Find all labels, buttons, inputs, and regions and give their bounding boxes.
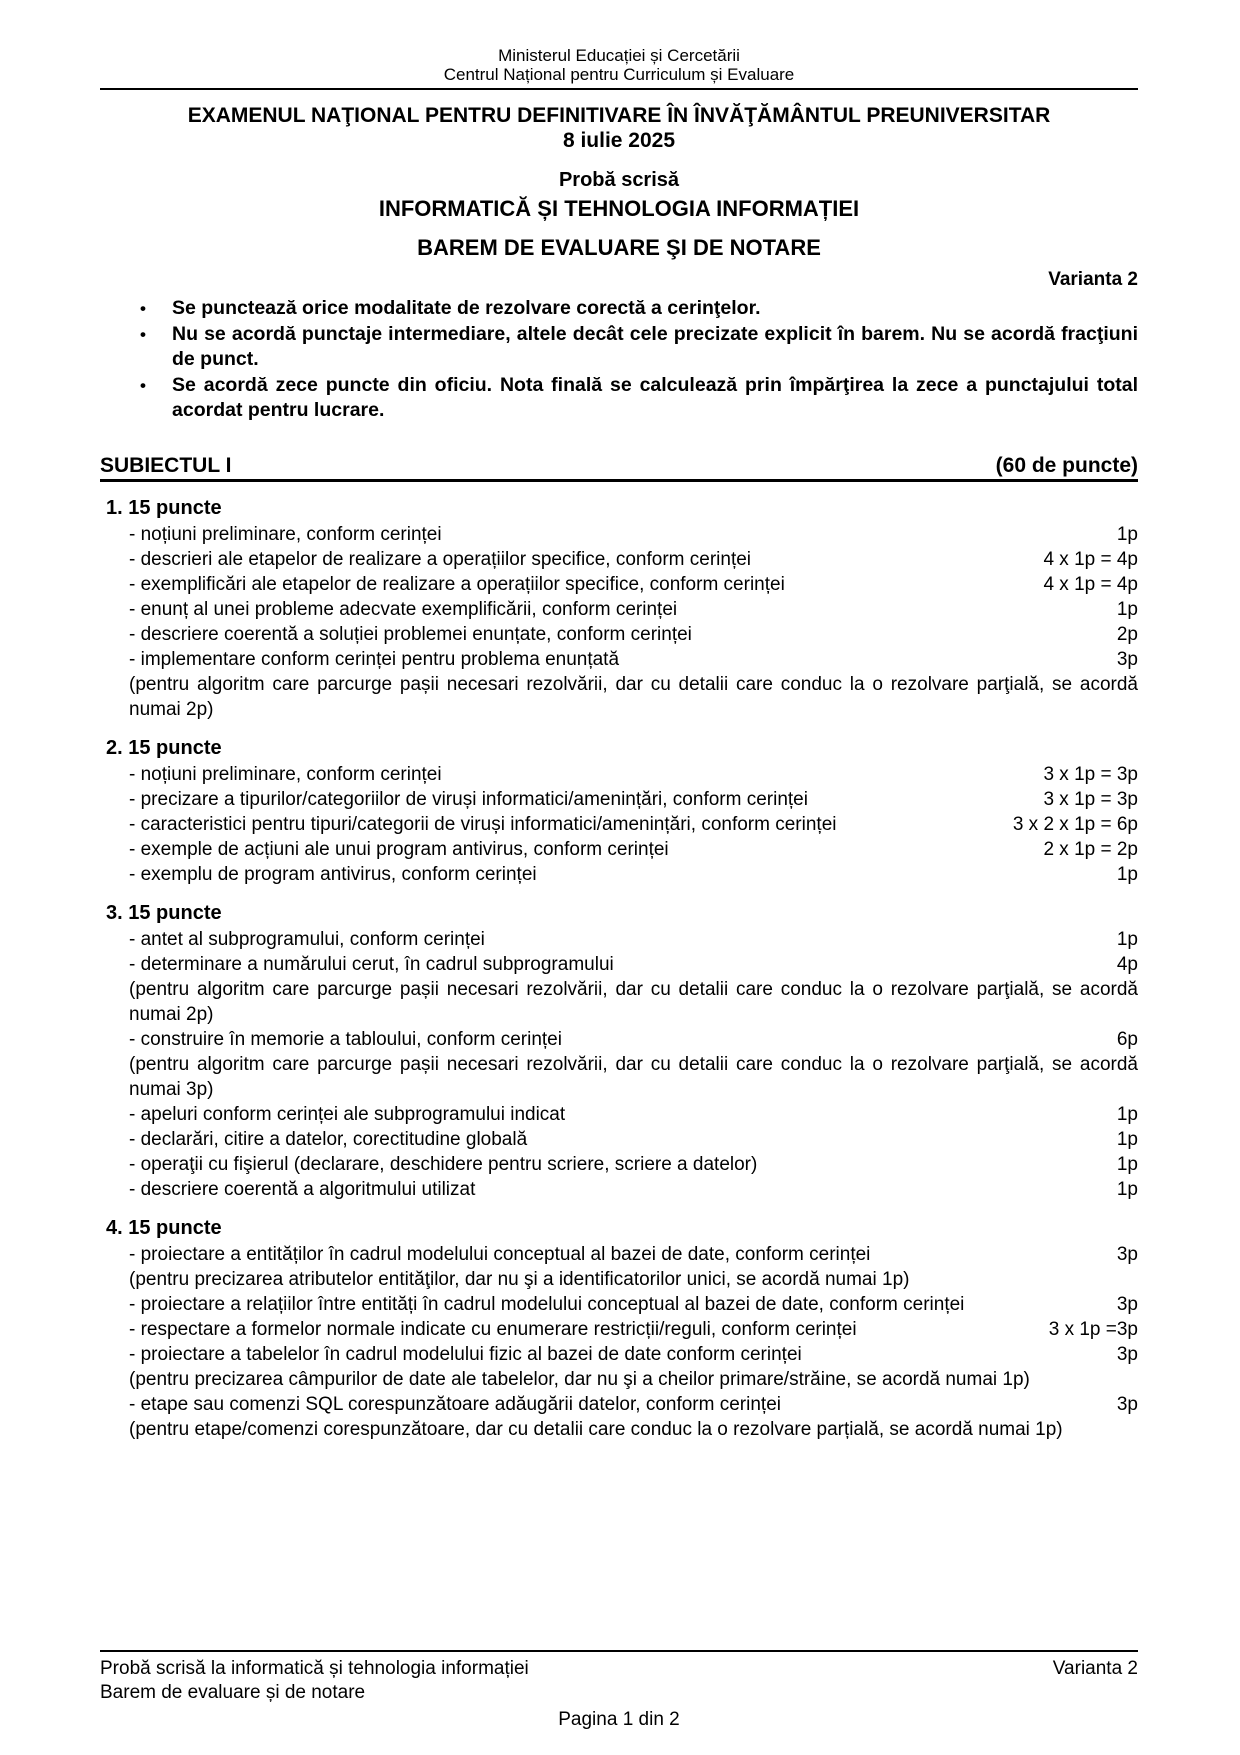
rubric-item: [100, 547, 1138, 572]
subject-title: SUBIECTUL I: [100, 453, 232, 477]
rubric-item-score: 3p: [1116, 1293, 1138, 1315]
rubric-item: [100, 1292, 1138, 1317]
subject-name: INFORMATICĂ ȘI TEHNOLOGIA INFORMAȚIEI: [378, 196, 860, 221]
rubric-item-text: - noțiuni preliminare, conform cerinței: [129, 763, 442, 785]
subject-header: [100, 453, 1138, 482]
rubric-item-text: - antet al subprogramului, conform cerinței: [129, 928, 485, 950]
rubric-item-score: 1p: [1116, 1178, 1138, 1200]
org-line-1: Ministerul Educației și Cercetării: [498, 46, 740, 65]
rubric-item: [100, 1342, 1138, 1367]
subject-points: (60 de puncte): [995, 453, 1138, 477]
rubric-item: [100, 647, 1138, 672]
rubric-item-score: 2 x 1p = 2p: [1043, 838, 1138, 860]
rubric-item-score: 3p: [1116, 1343, 1138, 1365]
rubric-item-text: - proiectare a tabelelor în cadrul modelului fizic al bazei de date conform cerinței: [129, 1343, 802, 1365]
rubric-note: (pentru algoritm care parcurge pașii necesari rezolvării, dar cu detalii care conduc la o rezolvare parţială, se acordă numai 2p): [129, 673, 1138, 720]
exam-title: EXAMENUL NAŢIONAL PENTRU DEFINITIVARE ÎN ÎNVĂŢĂMÂNTUL PREUNIVERSITAR: [187, 104, 1051, 127]
rubric-item-text: - descrieri ale etapelor de realizare a operațiilor specifice, conform cerinței: [129, 548, 752, 570]
rubric-item: [100, 1127, 1138, 1152]
rubric-item-text: - exemplu de program antivirus, conform cerinței: [129, 863, 537, 885]
rubric-item-text: - determinare a numărului cerut, în cadrul subprogramului: [129, 953, 614, 975]
rubric-item: [100, 622, 1138, 647]
rubric-item-text: - implementare conform cerinței pentru problema enunțată: [129, 648, 620, 670]
section-heading: 1. 15 puncte: [106, 496, 222, 519]
rubric-item-text: - proiectare a entităților în cadrul modelului conceptual al bazei de date, conform cerinței: [129, 1243, 871, 1265]
rubric-item-score: 3 x 1p =3p: [1048, 1318, 1138, 1340]
rubric-item: [100, 1317, 1138, 1342]
barem-title: BAREM DE EVALUARE ŞI DE NOTARE: [417, 235, 821, 260]
bullet-icon: •: [140, 375, 146, 395]
rubric-item: [100, 812, 1138, 837]
rubric-item-score: 3p: [1116, 1393, 1138, 1415]
rubric-item-text: - exemplificări ale etapelor de realizare a operațiilor specifice, conform cerinței: [129, 573, 785, 595]
rubric-item-score: 6p: [1116, 1028, 1138, 1050]
rubric-item-text: - noțiuni preliminare, conform cerinței: [129, 523, 442, 545]
section-heading: 4. 15 puncte: [106, 1216, 222, 1239]
rubric-item-text: - proiectare a relațiilor între entități în cadrul modelului conceptual al bazei de date, conform cerinței: [129, 1293, 965, 1315]
rubric-item-score: 1p: [1116, 863, 1138, 885]
rule-item: [100, 296, 1138, 322]
rubric-note: (pentru etape/comenzi corespunzătoare, dar cu detalii care conduc la o rezolvare parțială, se acordă numai 1p): [129, 1418, 1063, 1440]
rubric-item: [100, 762, 1138, 787]
section-heading: 2. 15 puncte: [106, 736, 222, 759]
bullet-icon: •: [140, 324, 146, 344]
rubric-item: [100, 597, 1138, 622]
rubric-item: [100, 787, 1138, 812]
rule-text: Nu se acordă punctaje intermediare, altele decât cele precizate explicit în barem. Nu se acordă fracţiuni de punct.: [172, 322, 1138, 370]
rubric-item: [100, 1102, 1138, 1127]
footer-proba: Probă scrisă la informatică și tehnologia informației: [100, 1658, 529, 1679]
rubric-item-text: - caracteristici pentru tipuri/categorii de viruși informatici/amenințări, conform cerinței: [129, 813, 837, 835]
rubric-item-text: - declarări, citire a datelor, corectitudine globală: [129, 1128, 528, 1150]
rubric-section: [100, 736, 1138, 887]
section-rows: [100, 1242, 1138, 1442]
rubric-item-text: - construire în memorie a tabloului, conform cerinței: [129, 1028, 562, 1050]
rubric-item-score: 3p: [1116, 1243, 1138, 1265]
rule-item: [100, 373, 1138, 424]
rubric-note: (pentru algoritm care parcurge pașii necesari rezolvării, dar cu detalii care conduc la o rezolvare parţială, se acordă numai 2p): [129, 978, 1138, 1025]
section-heading: 3. 15 puncte: [106, 901, 222, 924]
rubric-item-text: - enunț al unei probleme adecvate exemplificării, conform cerinței: [129, 598, 678, 620]
rubric-item-score: 4 x 1p = 4p: [1043, 548, 1138, 570]
rubric-item-score: 1p: [1116, 1128, 1138, 1150]
header-org: [100, 46, 1138, 90]
rubric-item-score: 1p: [1116, 523, 1138, 545]
rubric-note: (pentru precizarea atributelor entităţilor, dar nu şi a identificatorilor unici, se acordă numai 1p): [129, 1268, 910, 1290]
rubric-item-score: 3 x 1p = 3p: [1043, 788, 1138, 810]
rubric-item: [100, 927, 1138, 952]
rubric-item-score: 4p: [1116, 953, 1138, 975]
rubric-section: [100, 1216, 1138, 1442]
footer-page-number: Pagina 1 din 2: [558, 1709, 680, 1730]
section-rows: [100, 927, 1138, 1202]
proba-label: Probă scrisă: [558, 169, 680, 191]
rubric-item-text: - respectare a formelor normale indicate cu enumerare restricții/reguli, conform cerinței: [129, 1318, 857, 1340]
footer-line-1: [100, 1657, 1138, 1681]
section-rows: [100, 522, 1138, 722]
rubric-item: [100, 1177, 1138, 1202]
title-block: [100, 103, 1138, 261]
footer: [100, 1650, 1138, 1732]
rubric-item-score: 3 x 1p = 3p: [1043, 763, 1138, 785]
rule-text: Se punctează orice modalitate de rezolvare corectă a cerinţelor.: [172, 297, 761, 319]
rubric-section: [100, 496, 1138, 722]
rubric-item-score: 1p: [1116, 598, 1138, 620]
rule-item: [100, 322, 1138, 373]
rubric-item-text: - exemple de acțiuni ale unui program antivirus, conform cerinței: [129, 838, 669, 860]
footer-barem: Barem de evaluare și de notare: [100, 1682, 366, 1703]
rubric-item-text: - descriere coerentă a soluției problemei enunțate, conform cerinței: [129, 623, 692, 645]
rubric-item-score: 1p: [1116, 1153, 1138, 1175]
bullet-icon: •: [140, 299, 146, 318]
rubric-item: [100, 837, 1138, 862]
rubric-item-score: 3 x 2 x 1p = 6p: [1012, 813, 1138, 835]
rubric-item: [100, 862, 1138, 887]
rubric-item-score: 3p: [1116, 648, 1138, 670]
rubric-section: [100, 901, 1138, 1202]
rubric-item-text: - descriere coerentă a algoritmului utilizat: [129, 1178, 476, 1200]
rubric-item-score: 1p: [1116, 1103, 1138, 1125]
rubric-note: (pentru precizarea câmpurilor de date ale tabelelor, dar nu şi a cheilor primare/străine, se acordă numai 1p): [129, 1368, 1030, 1390]
rubric-item-text: - precizare a tipurilor/categoriilor de viruși informatici/amenințări, conform cerinței: [129, 788, 808, 810]
rubric-item: [100, 522, 1138, 547]
section-rows: [100, 762, 1138, 887]
exam-date: 8 iulie 2025: [562, 129, 676, 152]
rubric-item-score: 1p: [1116, 928, 1138, 950]
org-line-2: Centrul Național pentru Curriculum și Evaluare: [443, 65, 795, 84]
rubric-item-text: - apeluri conform cerinței ale subprogramului indicat: [129, 1103, 566, 1125]
rubric-item-score: 4 x 1p = 4p: [1043, 573, 1138, 595]
rubric-item-score: 2p: [1116, 623, 1138, 645]
rubric-item: [100, 1027, 1138, 1052]
rule-text: Se acordă zece puncte din oficiu. Nota finală se calculează prin împărţirea la zece a punctajului total acordat pentru lucrare.: [172, 373, 1138, 421]
rubric-item: [100, 572, 1138, 597]
rubric-item: [100, 1242, 1138, 1267]
footer-variant: Varianta 2: [1052, 1658, 1138, 1679]
rubric-note: (pentru algoritm care parcurge pașii necesari rezolvării, dar cu detalii care conduc la o rezolvare parţială, se acordă numai 3p): [129, 1053, 1138, 1100]
rubric-item: [100, 1392, 1138, 1417]
rules-list: [100, 296, 1138, 424]
rubric-item: [100, 952, 1138, 977]
sections: [100, 496, 1138, 1442]
variant-label: Varianta 2: [1048, 269, 1138, 290]
rubric-item-text: - etape sau comenzi SQL corespunzătoare adăugării datelor, conform cerinței: [129, 1393, 781, 1415]
rubric-item-text: - operaţii cu fişierul (declarare, deschidere pentru scriere, scriere a datelor): [129, 1153, 758, 1175]
rubric-item: [100, 1152, 1138, 1177]
